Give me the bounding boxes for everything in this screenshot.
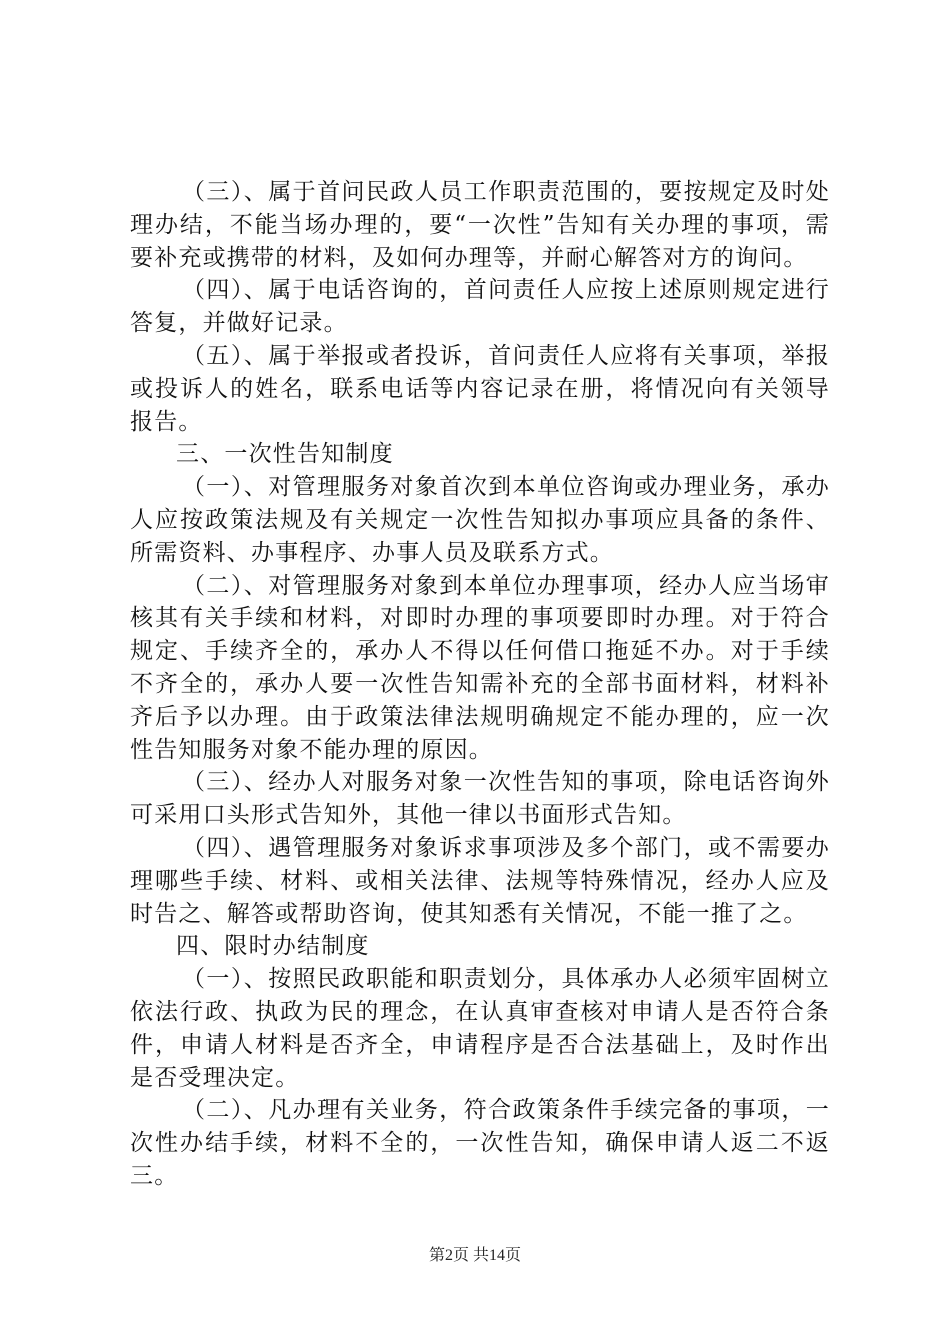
paragraph: （三）、属于首问民政人员工作职责范围的，要按规定及时处理办结，不能当场办理的，要“一次性”告知有关办理的事项，需要补充或携带的材料，及如何办理等，并耐心解答对方的询问。 — [130, 179, 830, 271]
paragraph: （一）、按照民政职能和职责划分，具体承办人必须牢固树立依法行政、执政为民的理念，在认真审查核对申请人是否符合条件，申请人材料是否齐全，申请程序是否合法基础上，及时作出是否受理决定。 — [130, 966, 830, 1091]
paragraph: （四）、遇管理服务对象诉求事项涉及多个部门，或不需要办理哪些手续、材料、或相关法律、法规等特殊情况，经办人应及时告之、解答或帮助咨询，使其知悉有关情况，不能一推了之。 — [130, 834, 830, 927]
paragraph: （一）、对管理服务对象首次到本单位咨询或办理业务，承办人应按政策法规及有关规定一次性告知拟办事项应具备的条件、所需资料、办事程序、办事人员及联系方式。 — [130, 474, 830, 566]
page-number-footer: 第2页 共14页 — [428, 1247, 521, 1264]
section-heading: 三、一次性告知制度 — [176, 441, 394, 468]
paragraph: （二）、凡办理有关业务，符合政策条件手续完备的事项，一次性办结手续，材料不全的，一次性告知，确保申请人返二不返三。 — [130, 1097, 830, 1189]
document-body — [130, 176, 830, 1193]
paragraph: （三）、经办人对服务对象一次性告知的事项，除电话咨询外可采用口头形式告知外，其他一律以书面形式告知。 — [130, 769, 830, 829]
paragraph: （二）、对管理服务对象到本单位办理事项，经办人应当场审核其有关手续和材料，对即时办理的事项要即时办理。对于符合规定、手续齐全的，承办人不得以任何借口拖延不办。对于手续不齐全的，承办人要一次性告知需补充的全部书面材料，材料补齐后予以办理。由于政策法律法规明确规定不能办理的，应一次性告知服务对象不能办理的原因。 — [130, 572, 830, 763]
section-heading: 四、限时办结制度 — [176, 933, 370, 960]
paragraph: （五）、属于举报或者投诉，首问责任人应将有关事项，举报或投诉人的姓名，联系电话等内容记录在册，将情况向有关领导报告。 — [130, 342, 830, 435]
paragraph: （四）、属于电话咨询的，首问责任人应按上述原则规定进行答复，并做好记录。 — [130, 277, 830, 337]
